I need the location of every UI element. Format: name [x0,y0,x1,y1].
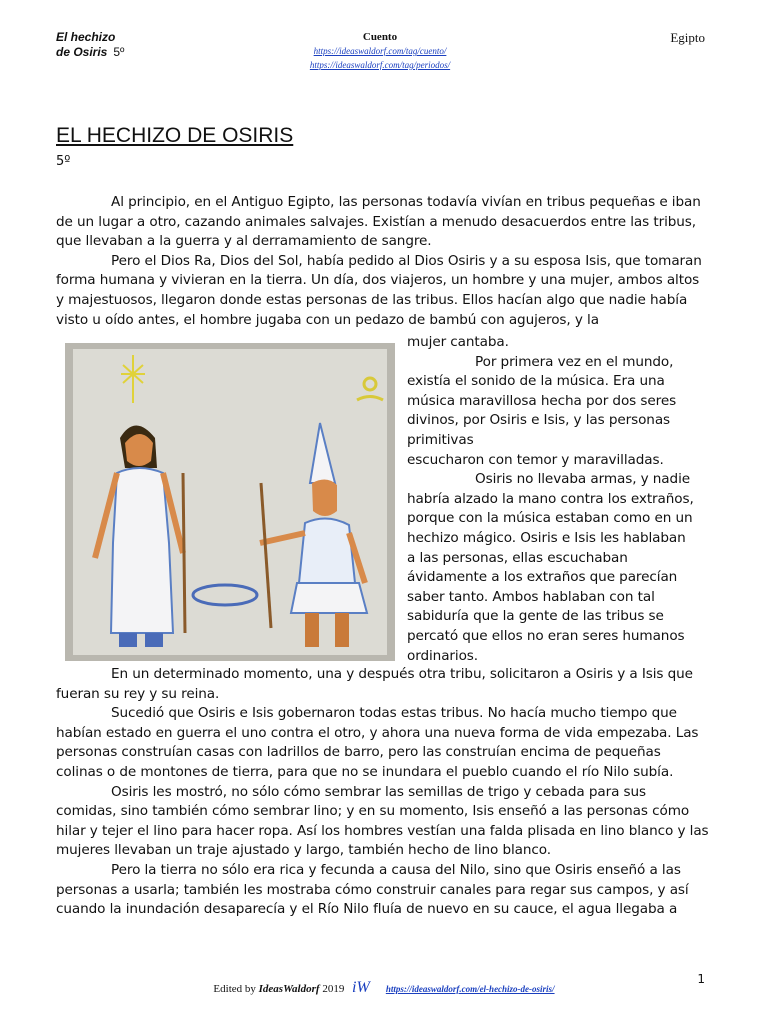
osiris-isis-illustration [65,343,395,661]
text-line: sabiduría que la gente de las tribus se [407,608,664,625]
footer-edited-by: Edited by [213,983,256,995]
paragraph: Sucedió que Osiris e Isis gobernaron todas estas tribus. No hacía mucho tiempo que habían estado en guerra el uno contra el otro, y ahora una nueva forma de vida empezaba. Las personas construían casas con ladrillos de barro, pero las construían encima de pequeñas colinas o de montones de tierra, para que no se inundara el pueblo cuando el río Nilo subía. [56,705,699,780]
header-link-periodos[interactable]: https://ideaswaldorf.com/tag/periodos/ [309,60,451,70]
header-doc-title [56,30,124,60]
text-line: primitivas [407,431,474,448]
header-center [230,30,530,72]
wrapped-text [407,333,713,666]
footer-link[interactable]: https://ideaswaldorf.com/el-hechizo-de-osiris/ [385,984,555,994]
text-line: ávidamente a los extraños que parecían [407,569,678,586]
text-line: a las personas, ellas escuchaban [407,549,628,566]
text-line: porque con la música estaban como en un [407,510,693,527]
paragraph: Osiris les mostró, no sólo cómo sembrar las semillas de trigo y cebada para sus comidas, sino también cómo sembrar lino; y en su momento, Isis enseñó a las personas cómo hilar y tejer el lino para hacer ropa. Así los hombres vestían una falda plisada en lino blanco y las mujeres llevaban un traje ajustado y largo, también hecho de lino blanco. [56,783,709,859]
header-region: Egipto [670,30,705,45]
document-title: EL HECHIZO DE OSIRIS [56,124,294,147]
text-line: música maravillosa hecha por dos seres [407,392,677,409]
intro-text [56,193,710,330]
text-line: escucharon con temor y maravilladas. [407,451,664,468]
header-title-line2: de Osiris [56,45,108,59]
text-line: existía el sonido de la música. Era una [407,373,665,390]
paragraph: Al principio, en el Antiguo Egipto, las personas todavía vivían en tribus pequeñas e iban de un lugar a otro, cazando animales salvajes. Existían a menudo desacuerdos entre las tribus, que llevaban a la guerra y al derramamiento de sangre. [56,194,701,250]
text-line: mujer cantaba. [407,334,509,350]
text-line: divinos, por Osiris e Isis, y las personas [407,412,671,429]
footer-year: 2019 [322,983,345,995]
text-line: Osiris no llevaba armas, y nadie [475,471,691,488]
paragraph: Pero la tierra no sólo era rica y fecunda a causa del Nilo, sino que Osiris enseñó a las personas a usarla; también les mostraba cómo construir canales para regar sus campos, y así cuando la inundación desaparecía y el Río Nilo fluía de nuevo en su cauce, el agua llegaba a [56,861,689,918]
paragraph: Pero el Dios Ra, Dios del Sol, había pedido al Dios Osiris y a su esposa Isis, que tomaran forma humana y vivieran en la tierra. Un día, dos viajeros, un hombre y una mujer, ambos altos y majestuosos, llegaron donde estas personas de las tribus. Ellos hacían algo que nadie había visto u oído antes, el hombre jugaba con un pedazo de bambú con agujeros, y la [56,252,702,328]
header-category: Cuento [362,31,398,43]
page-number: 1 [697,972,705,986]
svg-text:iW: iW [352,979,370,996]
text-line: percató que ellos no eran seres humanos [407,627,685,644]
text-line: ordinarios. [407,647,479,664]
header-link-cuento[interactable]: https://ideaswaldorf.com/tag/cuento/ [313,46,447,56]
grade-label: 5º [56,154,71,169]
text-line: habría alzado la mano contra los extraños, [407,490,694,507]
header-title-line1: El hechizo [56,30,116,44]
footer-brand: IdeasWaldorf [258,983,320,995]
text-line: hechizo mágico. Osiris e Isis les hablaban [407,529,686,546]
ideaswaldorf-logo-icon [351,976,375,996]
header-grade: 5º [113,45,125,59]
footer [0,976,768,996]
text-line: Por primera vez en el mundo, [475,353,674,370]
text-line: saber tanto. Ambos hablaban con tal [407,588,655,605]
paragraph: En un determinado momento, una y después otra tribu, solicitaron a Osiris y a Isis que fueran su rey y su reina. [56,666,693,702]
body-text [56,665,710,920]
